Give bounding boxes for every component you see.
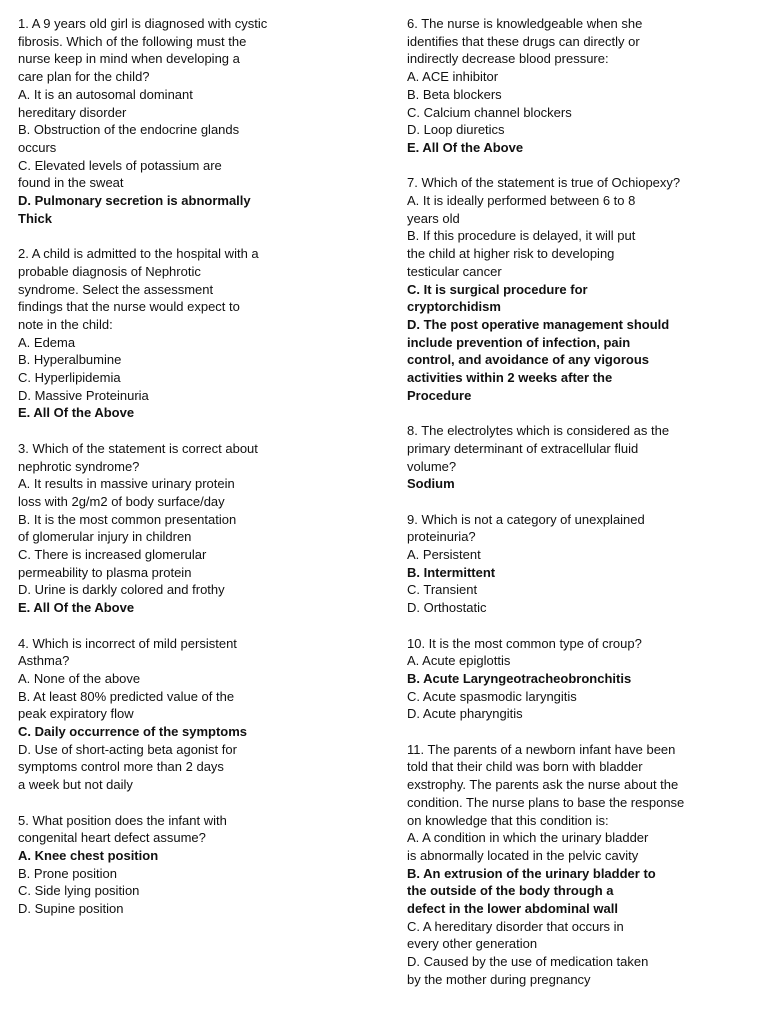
option-b: B. Prone position (18, 865, 118, 881)
answer-text: Sodium (407, 476, 455, 492)
option-c: C. Hyperlipidemia (18, 370, 121, 386)
option-c: C. Transient (407, 582, 478, 598)
question-1 (18, 15, 378, 227)
question-9 (407, 511, 752, 617)
answer-option-e: E. All Of the Above (18, 405, 135, 421)
option-d: symptoms control more than 2 days (18, 759, 224, 775)
question-text: 3. Which of the statement is correct about (18, 440, 258, 456)
question-text: 6. The nurse is knowledgeable when she (407, 16, 643, 31)
question-text: 11. The parents of a newborn infant have been (407, 741, 676, 757)
question-11 (407, 741, 752, 989)
answer-option-c: C. It is surgical procedure for (407, 281, 588, 297)
option-c: C. There is increased glomerular (18, 547, 207, 563)
answer-option-b: defect in the lower abdominal wall (407, 901, 618, 917)
answer-option-d: D. Pulmonary secretion is abnormally (18, 193, 251, 209)
option-a: hereditary disorder (18, 104, 127, 120)
option-c: C. Side lying position (18, 883, 140, 899)
option-a: A. Persistent (407, 547, 481, 563)
option-c: permeability to plasma protein (18, 564, 192, 580)
option-a: A. It results in massive urinary protein (18, 476, 235, 492)
option-d: D. Massive Proteinuria (18, 387, 149, 403)
question-text: 1. A 9 years old girl is diagnosed with cystic (18, 16, 268, 31)
question-text: volume? (407, 458, 457, 474)
option-d: D. Supine position (18, 901, 124, 917)
question-8 (407, 422, 752, 493)
option-a: years old (407, 210, 460, 226)
question-text: congenital heart defect assume? (18, 830, 206, 846)
option-a: A. ACE inhibitor (407, 69, 499, 85)
option-c: C. Acute spasmodic laryngitis (407, 688, 577, 704)
question-10 (407, 635, 752, 724)
option-d: a week but not daily (18, 777, 133, 793)
option-d: D. Orthostatic (407, 600, 487, 616)
option-d: D. Loop diuretics (407, 122, 505, 138)
question-text: on knowledge that this condition is: (407, 812, 609, 828)
answer-option-d: Procedure (407, 387, 472, 403)
option-b: B. Beta blockers (407, 86, 502, 102)
question-text: syndrome. Select the assessment (18, 281, 214, 297)
option-a: A. A condition in which the urinary bladder (407, 830, 649, 846)
option-b: testicular cancer (407, 263, 502, 279)
option-b: peak expiratory flow (18, 706, 134, 722)
question-text: exstrophy. The parents ask the nurse about the (407, 777, 679, 793)
question-4 (18, 635, 378, 794)
option-b: B. If this procedure is delayed, it will put (407, 228, 636, 244)
question-text: nurse keep in mind when developing a (18, 51, 240, 67)
option-b: B. Hyperalbumine (18, 352, 122, 368)
question-text: proteinuria? (407, 529, 476, 545)
question-text: care plan for the child? (18, 69, 150, 85)
option-c: every other generation (407, 936, 538, 952)
question-text: nephrotic syndrome? (18, 458, 140, 474)
question-text: 9. Which is not a category of unexplained (407, 511, 645, 527)
option-d: D. Acute pharyngitis (407, 706, 523, 722)
option-b: of glomerular injury in children (18, 529, 192, 545)
answer-option-d: control, and avoidance of any vigorous (407, 352, 649, 368)
answer-option-c: C. Daily occurrence of the symptoms (18, 724, 248, 740)
answer-option-a: A. Knee chest position (18, 847, 159, 863)
answer-option-b: B. Intermittent (407, 564, 496, 580)
option-c: found in the sweat (18, 175, 124, 191)
question-text: 2. A child is admitted to the hospital with a (18, 246, 259, 262)
question-5 (18, 812, 378, 918)
answer-option-e: E. All Of the Above (18, 600, 135, 616)
option-c: C. Elevated levels of potassium are (18, 157, 222, 173)
option-b: B. At least 80% predicted value of the (18, 688, 235, 704)
option-d: by the mother during pregnancy (407, 971, 591, 987)
question-text: 10. It is the most common type of croup? (407, 635, 642, 651)
question-3 (18, 440, 378, 617)
option-b: occurs (18, 139, 57, 155)
answer-option-d: Thick (18, 210, 52, 226)
option-a: is abnormally located in the pelvic cavity (407, 847, 639, 863)
option-c: C. A hereditary disorder that occurs in (407, 918, 624, 934)
question-text: condition. The nurse plans to base the response (407, 794, 685, 810)
question-text: 8. The electrolytes which is considered as the (407, 423, 670, 439)
question-6 (407, 15, 752, 157)
option-a: A. Acute epiglottis (407, 653, 511, 669)
answer-option-b: B. An extrusion of the urinary bladder to (407, 865, 656, 881)
question-text: probable diagnosis of Nephrotic (18, 263, 201, 279)
left-column (18, 15, 378, 935)
answer-option-b: B. Acute Laryngeotracheobronchitis (407, 670, 632, 686)
question-text: Asthma? (18, 653, 70, 669)
option-a: A. Edema (18, 334, 76, 350)
option-b: B. Obstruction of the endocrine glands (18, 122, 240, 138)
option-a: A. It is an autosomal dominant (18, 86, 193, 102)
question-text: indirectly decrease blood pressure: (407, 51, 609, 67)
option-a: A. None of the above (18, 670, 141, 686)
option-c: C. Calcium channel blockers (407, 104, 572, 120)
option-a: A. It is ideally performed between 6 to 8 (407, 193, 636, 209)
question-text: fibrosis. Which of the following must the (18, 33, 247, 49)
option-d: D. Urine is darkly colored and frothy (18, 582, 225, 598)
right-column (407, 15, 752, 1006)
option-a: loss with 2g/m2 of body surface/day (18, 493, 225, 509)
question-text: 4. Which is incorrect of mild persistent (18, 635, 237, 651)
question-2 (18, 245, 378, 422)
answer-option-b: the outside of the body through a (407, 883, 614, 899)
answer-option-d: include prevention of infection, pain (407, 334, 631, 350)
question-7 (407, 174, 752, 404)
question-text: 7. Which of the statement is true of Ochiopexy? (407, 175, 681, 191)
question-text: told that their child was born with bladder (407, 759, 643, 775)
option-d: D. Caused by the use of medication taken (407, 954, 649, 970)
answer-option-d: activities within 2 weeks after the (407, 370, 613, 386)
answer-option-d: D. The post operative management should (407, 316, 670, 332)
option-d: D. Use of short-acting beta agonist for (18, 741, 237, 757)
option-b: the child at higher risk to developing (407, 246, 615, 262)
answer-option-c: cryptorchidism (407, 299, 501, 315)
question-text: identifies that these drugs can directly or (407, 33, 640, 49)
question-text: findings that the nurse would expect to (18, 299, 240, 315)
option-b: B. It is the most common presentation (18, 511, 237, 527)
answer-option-e: E. All Of the Above (407, 139, 524, 155)
question-text: 5. What position does the infant with (18, 812, 227, 828)
question-text: primary determinant of extracellular fluid (407, 440, 639, 456)
question-text: note in the child: (18, 316, 113, 332)
